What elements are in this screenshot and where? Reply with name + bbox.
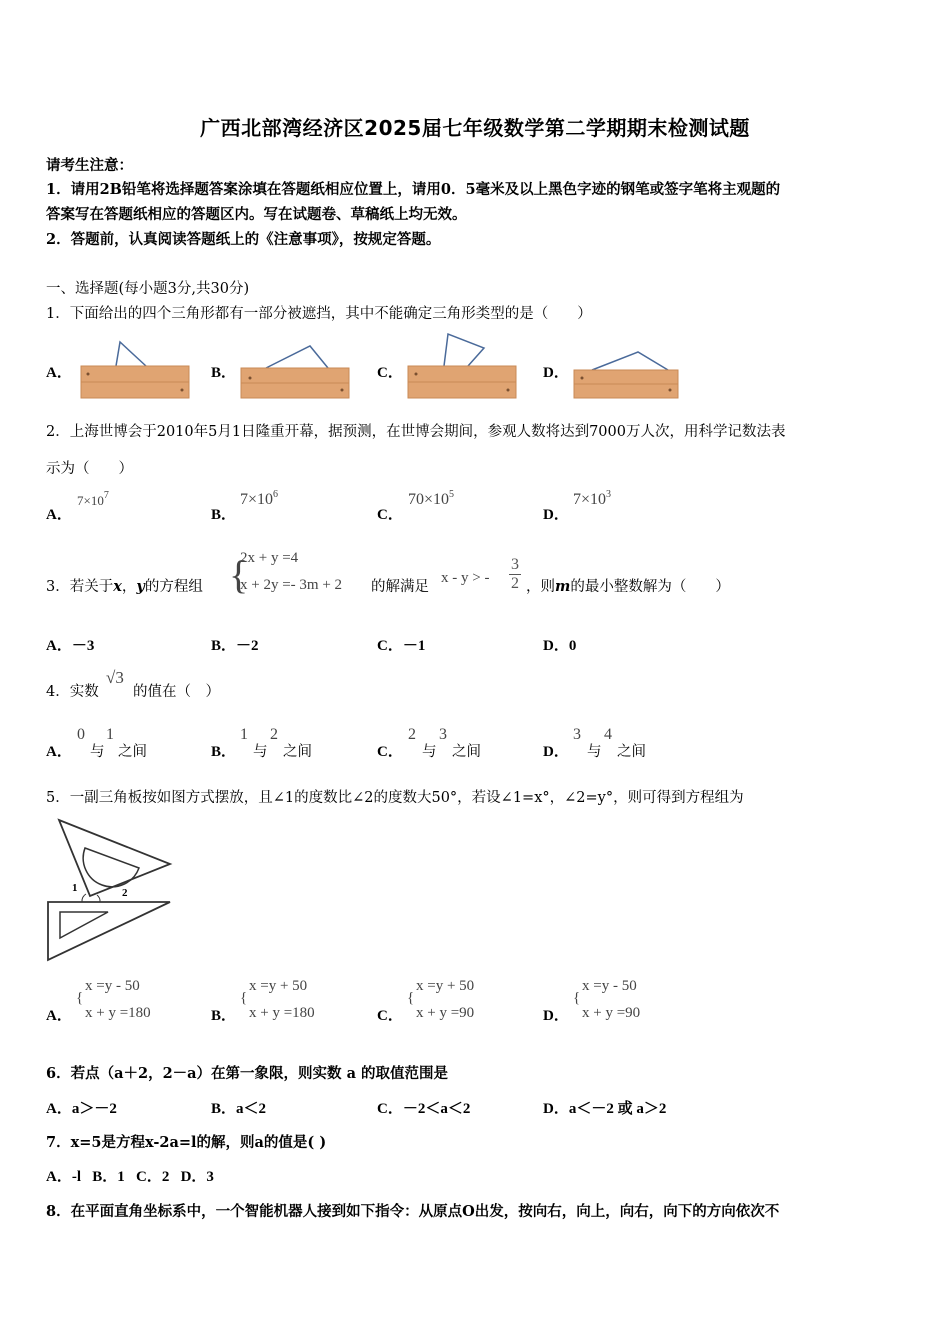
q3-system-brace: { (229, 552, 249, 597)
q3-option-c: C．－1 (377, 638, 426, 654)
q5-d-eq1: x =y - 50 (582, 978, 637, 994)
notice-line-1b: 答案写在答题纸相应的答题区内。写在试题卷、草稿纸上均无效。 (46, 206, 467, 223)
q3-option-a: A．－3 (46, 638, 95, 654)
q4-d-between: 之间 (617, 744, 646, 760)
q1-label-d: D． (543, 365, 569, 381)
q3-system (240, 545, 342, 599)
q5-label-b: B． (211, 1008, 237, 1024)
q4-label-a: A． (46, 744, 72, 760)
q2-label-a: A． (46, 507, 72, 523)
q4-a-low: 0 (77, 726, 85, 743)
q5-b-eq1: x =y + 50 (249, 978, 308, 994)
q1-figure-c (404, 330, 519, 400)
q6-option-a: A．a＞－2 (46, 1101, 117, 1117)
q5-option-b (249, 973, 315, 1027)
q5-option-c (416, 973, 474, 1027)
q4-b-high: 2 (270, 726, 278, 743)
q4-c-high: 3 (439, 726, 447, 743)
q5-triangle-figure (42, 812, 177, 968)
q1-label-b: B． (211, 365, 237, 381)
q4-label-c: C． (377, 744, 403, 760)
q4-d-and: 与 (587, 744, 602, 760)
q5-stem: 5．一副三角板按如图方式摆放，且∠1的度数比∠2的度数大50°，若设∠1=x°，∠2=y°，则可得到方程组为 (46, 790, 744, 806)
q3-fraction: $\frac{3}{2}$ (511, 556, 519, 592)
q5-a-brace: { (76, 990, 84, 1006)
q2-label-c: C． (377, 507, 403, 523)
q1-label-c: C． (377, 365, 403, 381)
q3-inequality: x - y > - (441, 570, 490, 586)
q5-option-d (582, 973, 640, 1027)
q4-radical: √3 (106, 668, 124, 687)
q4-label-b: B． (211, 744, 237, 760)
q4-d-high: 4 (604, 726, 612, 743)
q4-b-and: 与 (253, 744, 268, 760)
q6-option-c: C．－2＜a＜2 (377, 1101, 471, 1117)
notice-line-1a: 1．请用2B铅笔将选择题答案涂填在答题纸相应位置上，请用0．5毫米及以上黑色字迹的钢笔或签字笔将主观题的 (46, 181, 781, 198)
q4-b-between: 之间 (283, 744, 312, 760)
q3-option-b: B．－2 (211, 638, 259, 654)
q4-label-d: D． (543, 744, 569, 760)
q6-stem: 6．若点（a＋2，2－a）在第一象限，则实数 a 的取值范围是 (46, 1065, 449, 1082)
q5-c-eq2: x + y =90 (416, 1005, 475, 1021)
q2-stem-line1: 2．上海世博会于2010年5月1日隆重开幕，据预测，在世博会期间，参观人数将达到7000万人次，用科学记数法表 (46, 424, 786, 440)
q2-option-a: $7\times 10^7$ (77, 490, 109, 508)
q5-b-brace: { (240, 990, 248, 1006)
q2-label-d: D． (543, 507, 569, 523)
q6-option-b: B．a＜2 (211, 1101, 267, 1117)
q4-c-and: 与 (422, 744, 437, 760)
q2-option-d: $7\times 10^3$ (573, 489, 612, 508)
q2-option-b: $7\times 10^6$ (240, 489, 279, 508)
q5-a-eq2: x + y =180 (85, 1005, 151, 1021)
q5-a-eq1: x =y - 50 (85, 978, 140, 994)
q3-stem-tail: ，则m的最小整数解为（ ） (526, 578, 730, 595)
q4-d-low: 3 (573, 726, 581, 743)
q3-equation-1: 2x + y =4 (240, 550, 299, 566)
q5-angle-1-label: 1 (72, 882, 78, 894)
q1-figure-d (570, 332, 685, 400)
q5-angle-2-label: 2 (122, 887, 128, 899)
q4-stem-suffix: 的值在（ ） (133, 684, 220, 700)
notice-line-2: 2．答题前，认真阅读答题纸上的《注意事项》，按规定答题。 (46, 231, 441, 248)
q7-stem: 7．x=5是方程x-2a=l的解，则a的值是( ) (46, 1134, 327, 1151)
q5-c-eq1: x =y + 50 (416, 978, 475, 994)
q1-figure-a (76, 332, 191, 400)
q2-stem-line2: 示为（ ） (46, 461, 133, 477)
q4-a-and: 与 (90, 744, 105, 760)
q7-options: A．-l B．1 C．2 D．3 (46, 1169, 214, 1185)
q1-label-a: A． (46, 365, 72, 381)
q5-label-c: C． (377, 1008, 403, 1024)
q1-stem: 1．下面给出的四个三角形都有一部分被遮挡，其中不能确定三角形类型的是（ ） (46, 306, 592, 322)
page-title: 广西北部湾经济区2025届七年级数学第二学期期末检测试题 (200, 116, 750, 140)
q4-a-high: 1 (106, 726, 114, 743)
q4-a-between: 之间 (118, 744, 147, 760)
q3-equation-2: x + 2y =- 3m + 2 (240, 577, 343, 593)
q4-stem-prefix: 4．实数 (46, 684, 99, 700)
q3-option-d: D．0 (543, 638, 577, 654)
section-heading: 一、选择题(每小题3分,共30分) (46, 281, 250, 297)
q4-b-low: 1 (240, 726, 248, 743)
q5-d-eq2: x + y =90 (582, 1005, 641, 1021)
q5-b-eq2: x + y =180 (249, 1005, 315, 1021)
notice-heading: 请考生注意： (46, 157, 133, 174)
q2-label-b: B． (211, 507, 237, 523)
q5-label-d: D． (543, 1008, 569, 1024)
q3-condition-label: 的解满足 (371, 579, 429, 595)
q3-stem: 3．若关于x，y的方程组 (46, 578, 203, 595)
q5-option-a (85, 973, 151, 1027)
q6-option-d: D．a＜－2 或 a＞2 (543, 1101, 667, 1117)
q1-figure-b (238, 332, 353, 400)
q5-c-brace: { (407, 990, 415, 1006)
q4-c-low: 2 (408, 726, 416, 743)
q4-c-between: 之间 (452, 744, 481, 760)
q8-stem: 8．在平面直角坐标系中，一个智能机器人接到如下指令：从原点O出发，按向右，向上，向右，向下的方向依次不 (46, 1203, 780, 1220)
q5-label-a: A． (46, 1008, 72, 1024)
q2-option-c: $70\times 10^5$ (408, 489, 455, 508)
q5-d-brace: { (573, 990, 581, 1006)
